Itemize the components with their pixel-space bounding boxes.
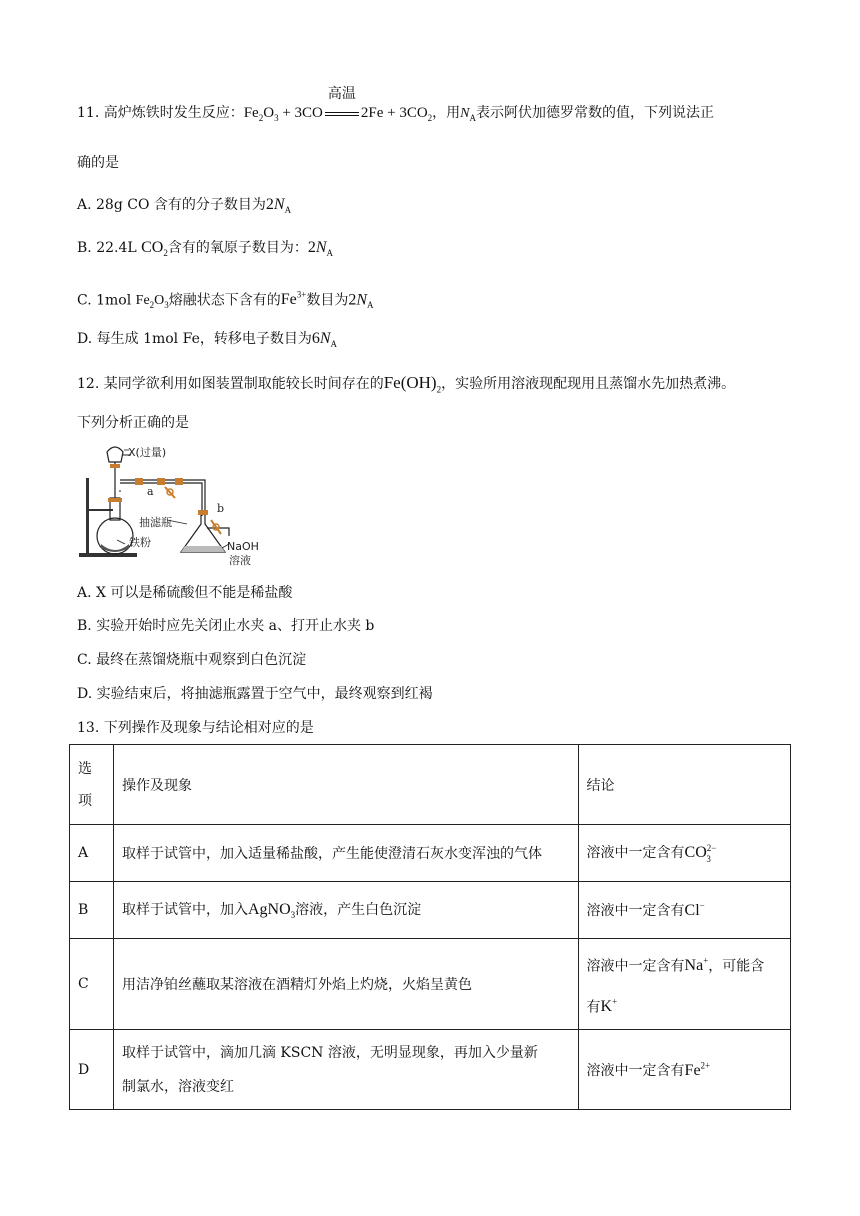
table-row: C 用洁净铂丝蘸取某溶液在酒精灯外焰上灼烧，火焰呈黄色 溶液中一定含有Na+，可能含 有K+ [70, 939, 791, 1030]
q12-option-c: C. 最终在蒸馏烧瓶中观察到白色沉淀 [77, 652, 307, 668]
q12-stem: 12. 某同学欲利用如图装置制取能较长时间存在的$Fe(OH)_2$，实验所用溶液现配现用且蒸馏水先加热煮沸。 [77, 373, 736, 395]
q12-option-b: B. 实验开始时应先关闭止水夹 a、打开止水夹 b [77, 618, 375, 634]
q13-stem: 13. 下列操作及现象与结论相对应的是 [77, 720, 314, 736]
feoh2-formula: $Fe(OH)_2$ [383, 373, 442, 395]
table-header-row [70, 745, 791, 825]
q11-stem: 11. 高炉炼铁时发生反应：$Fe_2O_3 + 3CO$ 高温 $2Fe + 3CO_2$，用$N_A$表示阿伏加德罗常数的值，下列说法正 [77, 87, 714, 123]
table-row: A 取样于试管中，加入适量稀盐酸，产生能使澄清石灰水变浑浊的气体 溶液中一定含有$CO_{2-3}$ [70, 825, 791, 882]
label-naoh: NaOH [227, 540, 259, 553]
dropping-funnel [107, 447, 123, 462]
header-conclusion: 结论 [578, 745, 790, 825]
q11-stem-line2: 确的是 [77, 155, 119, 171]
q12-stem-line2: 下列分析正确的是 [77, 415, 189, 431]
label-iron: 铁粉 [129, 536, 151, 549]
q11-option-c: C. 1mol $Fe_2O_3$熔融状态下含有的$Fe^{3+}$数目为$2N_A$ [77, 290, 374, 311]
table-row: B 取样于试管中，加入AgNO$_3$溶液，产生白色沉淀 溶液中一定含有Cl− [70, 882, 791, 939]
q11-condition: 高温 [327, 87, 356, 102]
label-x: X(过量) [128, 446, 167, 459]
q11-option-a: A. 28g CO 含有的分子数目为$2N_A$ [77, 196, 292, 215]
header-operation: 操作及现象 [113, 745, 578, 825]
q12-option-a: A. X 可以是稀硫酸但不能是稀盐酸 [77, 585, 293, 601]
label-b: b [217, 502, 225, 515]
q11-option-b: B. 22.4L $CO_2$含有的氧原子数目为：$2N_A$ [77, 239, 334, 259]
q12-option-d: D. 实验结束后，将抽滤瓶露置于空气中，最终观察到红褐 [77, 686, 433, 702]
apparatus-diagram [77, 440, 277, 570]
table-row: D 取样于试管中，滴加几滴 KSCN 溶液，无明显现象，再加入少量新 制氯水，溶液变红 溶液中一定含有$Fe^{2+}$ [70, 1030, 791, 1110]
label-solution: 溶液 [229, 554, 251, 567]
header-option: 选 项 [70, 745, 114, 825]
stand-rod [86, 478, 89, 555]
q11-equation: $Fe_2O_3 + 3CO$ 高温 $2Fe + 3CO_2$ [243, 87, 433, 123]
q11-option-d: D. 每生成 1mol Fe，转移电子数目为$6N_A$ [77, 330, 338, 349]
label-filter-flask: 抽滤瓶 [139, 516, 172, 529]
label-a: a [147, 485, 154, 498]
q13-table [69, 744, 791, 1110]
